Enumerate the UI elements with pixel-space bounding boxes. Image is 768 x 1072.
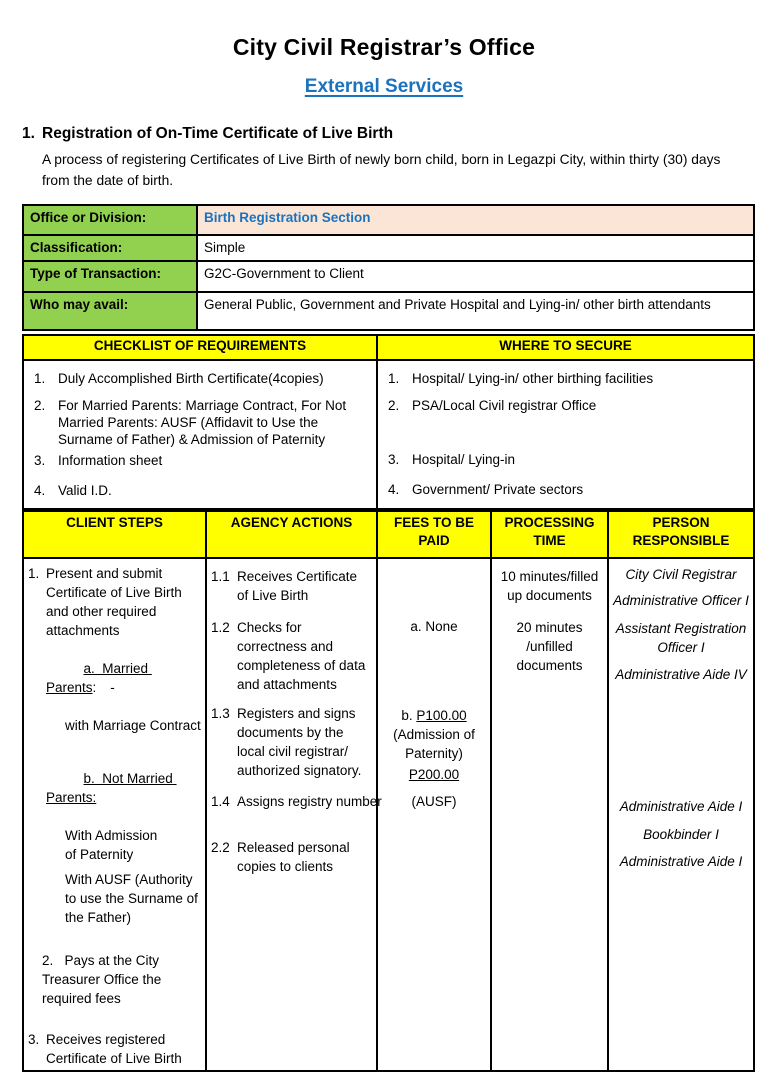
requirement-item bbox=[28, 397, 372, 448]
requirement-text: For Married Parents: Marriage Contract, For Not Married Parents: AUSF (Affidavit to Use the Surname of Father) & Admission of Paternity bbox=[58, 398, 347, 447]
married-parents-label: a. Married Parents bbox=[46, 661, 152, 695]
process-header-row bbox=[23, 511, 754, 558]
fee-c-note: (AUSF) bbox=[411, 794, 457, 809]
source-text: Government/ Private sectors bbox=[412, 482, 584, 497]
client-step-1b-line1: With Admission bbox=[65, 828, 158, 843]
source-item bbox=[382, 370, 749, 387]
client-step-text: Receives registered Certificate of Live Birth bbox=[46, 1032, 182, 1066]
requirement-item bbox=[28, 370, 372, 387]
source-text: Hospital/ Lying-in/ other birthing facilities bbox=[412, 371, 654, 386]
source-item bbox=[382, 397, 749, 414]
external-services-link[interactable]: External Services bbox=[304, 76, 464, 97]
requirements-list bbox=[23, 360, 377, 509]
info-label-who-may-avail: Who may avail: bbox=[23, 292, 197, 330]
person-responsible-header: PERSON RESPONSIBLE bbox=[608, 511, 754, 558]
requirements-body-row bbox=[23, 360, 754, 509]
client-steps-cell bbox=[23, 558, 206, 1071]
agency-action-number: 1.2 bbox=[211, 620, 230, 635]
section-description: A process of registering Certificates of Live Birth of newly born child, born in Legazpi City, within thirty (30) days from the date of birth. bbox=[42, 152, 721, 188]
fees-header: FEES TO BE PAID bbox=[377, 511, 491, 558]
fee-b-note: (Admission of Paternity) bbox=[393, 727, 475, 761]
document-page bbox=[0, 34, 768, 1066]
info-label-office-or-division: Office or Division: bbox=[23, 205, 197, 235]
source-number: 1. bbox=[388, 371, 400, 386]
process-body-row bbox=[23, 558, 754, 1071]
processing-time-item: 10 minutes/filled up documents bbox=[500, 569, 599, 603]
info-row-office bbox=[23, 205, 754, 235]
person-responsible-item: Assistant Registration Officer I bbox=[615, 621, 747, 655]
info-row-classification bbox=[23, 235, 754, 261]
requirement-text: Information sheet bbox=[58, 453, 163, 468]
requirement-text: Duly Accomplished Birth Certificate(4copies) bbox=[58, 371, 324, 386]
info-value-transaction-type: G2C-Government to Client bbox=[197, 261, 754, 292]
client-step-1a-label bbox=[46, 640, 201, 716]
person-responsible-item: Administrative Aide I bbox=[619, 854, 743, 869]
agency-action-number: 2.2 bbox=[211, 840, 230, 855]
client-step-1b-line2: of Paternity bbox=[65, 847, 134, 862]
not-married-parents-label: b. Not Married Parents: bbox=[46, 771, 177, 805]
client-step-number: 3. bbox=[28, 1032, 40, 1047]
agency-action-text: Released personal copies to clients bbox=[237, 840, 350, 874]
fees-cell bbox=[377, 558, 491, 1071]
section-title: Registration of On-Time Certificate of Live Birth bbox=[42, 125, 394, 142]
processing-time-item: 20 minutes /unfilled documents bbox=[516, 620, 583, 673]
requirements-table bbox=[22, 334, 755, 510]
requirements-header-row bbox=[23, 335, 754, 360]
info-value-who-may-avail: General Public, Government and Private Hospital and Lying-in/ other birth attendants bbox=[197, 292, 754, 330]
person-responsible-item: Bookbinder I bbox=[643, 827, 719, 842]
agency-action-text: Receives Certificate of Live Birth bbox=[237, 569, 358, 603]
requirement-number: 3. bbox=[34, 453, 46, 468]
agency-action-item bbox=[211, 838, 372, 876]
process-table bbox=[22, 510, 755, 1072]
source-text: PSA/Local Civil registrar Office bbox=[412, 398, 597, 413]
person-responsible-cell bbox=[608, 558, 754, 1071]
requirement-number: 2. bbox=[34, 398, 46, 413]
person-responsible-item: Administrative Aide I bbox=[619, 799, 743, 814]
info-row-who-may-avail bbox=[23, 292, 754, 330]
page-title: City Civil Registrar’s Office bbox=[232, 34, 536, 60]
source-number: 4. bbox=[388, 482, 400, 497]
requirement-item bbox=[28, 482, 372, 499]
person-responsible-item: City Civil Registrar bbox=[625, 567, 737, 582]
fee-item-b bbox=[382, 706, 486, 725]
agency-action-number: 1.4 bbox=[211, 794, 230, 809]
subtitle-wrap bbox=[0, 76, 768, 98]
fee-c-amount bbox=[382, 765, 486, 784]
section-heading bbox=[22, 125, 768, 143]
processing-time-cell bbox=[491, 558, 608, 1071]
info-table bbox=[22, 204, 755, 331]
agency-actions-cell bbox=[206, 558, 382, 1071]
client-step-2: 2. Pays at the City Treasurer Office the required fees bbox=[42, 953, 166, 1006]
client-step-1b-label bbox=[46, 750, 201, 826]
requirement-item bbox=[28, 452, 372, 469]
agency-action-item bbox=[211, 792, 382, 811]
client-step-text: Present and submit Certificate of Live Birth and other required attachments bbox=[46, 566, 182, 638]
source-number: 3. bbox=[388, 452, 400, 467]
info-value-office-or-division: Birth Registration Section bbox=[197, 205, 754, 235]
client-step-1 bbox=[28, 564, 201, 640]
checklist-of-requirements-header: CHECKLIST OF REQUIREMENTS bbox=[23, 335, 377, 360]
client-step-3 bbox=[28, 1030, 201, 1068]
client-step-1a-text: with Marriage Contract bbox=[65, 718, 201, 733]
client-steps-header: CLIENT STEPS bbox=[23, 511, 206, 558]
agency-action-item bbox=[211, 567, 372, 605]
married-parents-colon: : bbox=[92, 680, 97, 695]
agency-action-item bbox=[211, 704, 372, 780]
agency-action-item bbox=[211, 618, 372, 694]
source-item bbox=[382, 451, 749, 468]
client-step-number: 1. bbox=[28, 566, 40, 581]
married-parents-dash: - bbox=[110, 680, 115, 695]
person-responsible-item: Administrative Officer I bbox=[613, 593, 749, 608]
section-number: 1. bbox=[22, 125, 35, 142]
fee-b-amount: P100.00 bbox=[416, 708, 467, 723]
info-label-transaction-type: Type of Transaction: bbox=[23, 261, 197, 292]
processing-time-header: PROCESSING TIME bbox=[491, 511, 608, 558]
info-row-transaction-type bbox=[23, 261, 754, 292]
source-item bbox=[382, 481, 749, 498]
agency-action-text: Checks for correctness and completeness of data and attachments bbox=[237, 620, 366, 692]
requirement-number: 4. bbox=[34, 483, 46, 498]
agency-action-text: Registers and signs documents by the local civil registrar/ authorized signatory. bbox=[237, 706, 362, 778]
agency-action-number: 1.1 bbox=[211, 569, 230, 584]
agency-action-text: Assigns registry number bbox=[237, 794, 382, 809]
agency-actions-header: AGENCY ACTIONS bbox=[206, 511, 377, 558]
person-responsible-item: Administrative Aide IV bbox=[615, 667, 747, 682]
source-text: Hospital/ Lying-in bbox=[412, 452, 516, 467]
fee-b-prefix: b. bbox=[401, 708, 417, 723]
info-value-classification: Simple bbox=[197, 235, 754, 261]
fee-item-a: a. None bbox=[410, 619, 458, 634]
client-step-1b-ausf: With AUSF (Authority to use the Surname of the Father) bbox=[65, 872, 198, 925]
info-label-classification: Classification: bbox=[23, 235, 197, 261]
source-number: 2. bbox=[388, 398, 400, 413]
requirement-number: 1. bbox=[34, 371, 46, 386]
fee-c-amount-text: P200.00 bbox=[408, 767, 460, 782]
where-to-secure-list bbox=[377, 360, 754, 509]
agency-action-number: 1.3 bbox=[211, 706, 230, 721]
requirement-text: Valid I.D. bbox=[58, 483, 112, 498]
where-to-secure-header: WHERE TO SECURE bbox=[377, 335, 754, 360]
